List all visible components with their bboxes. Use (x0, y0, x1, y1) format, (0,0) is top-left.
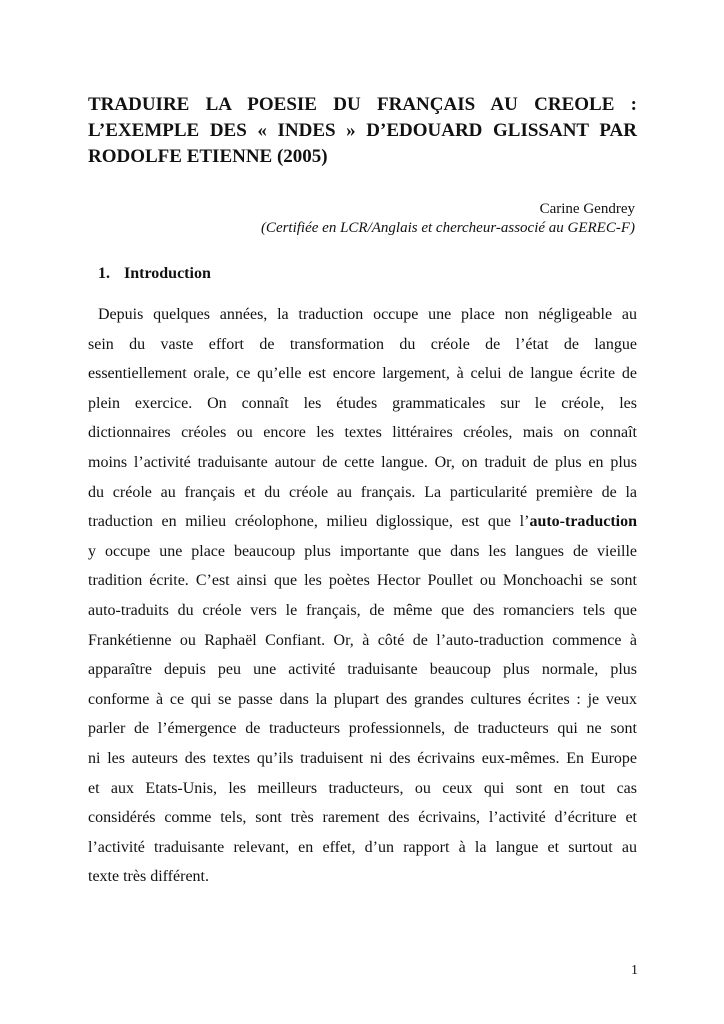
document-title (88, 92, 637, 170)
paragraph-line: moins l’activité traduisante autour de cette langue. Or, on traduit de plus en plus (88, 453, 637, 471)
section-number: 1. (98, 265, 110, 282)
line-text: traduction en milieu créolophone, milieu diglossique, est que l’ (88, 513, 530, 531)
paragraph-line: sein du vaste effort de transformation du créole de l’état de langue (88, 335, 637, 353)
title-line-3: RODOLFE ETIENNE (2005) (88, 146, 328, 167)
paragraph-line: ni les auteurs des textes qu’ils traduisent ni des écrivains eux-mêmes. En Europe (88, 749, 637, 767)
paragraph-line: apparaître depuis peu une activité traduisante beaucoup plus normale, plus (88, 661, 637, 679)
paragraph-line: et aux Etats-Unis, les meilleurs traducteurs, ou ceux qui sont en tout cas (88, 779, 637, 797)
page-number: 1 (631, 963, 638, 978)
bold-term: auto-traduction (529, 513, 637, 531)
paragraph-line: essentiellement orale, ce qu’elle est encore largement, à celui de langue écrite de (88, 365, 637, 383)
paragraph-line: parler de l’émergence de traducteurs professionnels, de traducteurs qui ne sont (88, 720, 637, 738)
author-name: Carine Gendrey (539, 201, 635, 217)
paragraph-line: Frankétienne ou Raphaël Confiant. Or, à côté de l’auto-traduction commence à (88, 631, 637, 649)
paragraph-line: y occupe une place beaucoup plus importante que dans les langues de vieille (88, 542, 637, 560)
paragraph-line: tradition écrite. C’est ainsi que les poètes Hector Poullet ou Monchoachi se sont (88, 572, 637, 590)
paragraph-line: texte très différent. (88, 868, 209, 886)
title-line-2: L’EXEMPLE DES « INDES » D’EDOUARD GLISSANT PAR (88, 120, 637, 141)
section-heading (98, 263, 211, 285)
author-affiliation: (Certifiée en LCR/Anglais et chercheur-associé au GEREC-F) (260, 220, 635, 236)
paragraph-line-emphasis (88, 507, 637, 537)
paragraph-line: Depuis quelques années, la traduction occupe une place non négligeable au (98, 306, 637, 323)
paragraph-line: l’activité traduisante relevant, en effet, d’un rapport à la langue et surtout au (88, 838, 637, 856)
paragraph-line: plein exercice. On connaît les études grammaticales sur le créole, les (88, 394, 637, 412)
paragraph-line: du créole au français et du créole au français. La particularité première de la (88, 483, 637, 501)
section-title: Introduction (124, 265, 211, 282)
paragraph-line: considérés comme tels, sont très rarement des écrivains, l’activité d’écriture et (88, 809, 637, 827)
paragraph-line: auto-traduits du créole vers le français, de même que des romanciers tels que (88, 601, 637, 619)
title-line-1: TRADUIRE LA POESIE DU FRANÇAIS AU CREOLE : (88, 94, 637, 115)
paragraph-line: conforme à ce qui se passe dans la plupart des grandes cultures écrites : je veux (88, 690, 637, 708)
paragraph-line: dictionnaires créoles ou encore les textes littéraires créoles, mais on connaît (88, 424, 637, 442)
body-paragraph (88, 300, 637, 892)
